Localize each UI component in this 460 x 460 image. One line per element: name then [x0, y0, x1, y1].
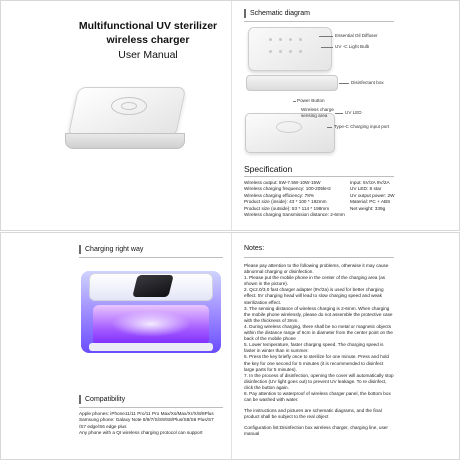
phone-on-charger: [132, 275, 173, 297]
notes-paragraph: Please pay attention to the following problems, otherwise it may cause abnormal charging or disinfection.: [244, 263, 389, 275]
spec-cell: Net weight: 339g: [350, 205, 386, 211]
notes-body: [244, 263, 394, 438]
page-fold-divider: [231, 233, 232, 459]
charging-coil-inner: [121, 102, 137, 110]
manual-page-instructions: [0, 232, 460, 460]
vent-dot: [269, 50, 272, 53]
callout-uv-led: UV LED: [345, 110, 362, 115]
heading-bar: [244, 9, 246, 18]
spec-row: [244, 212, 429, 218]
callout-disinfectant-box: Disinfectant box: [351, 80, 384, 85]
charging-ring: [276, 121, 302, 133]
spec-cell: Wireless charging frequency: 100-205kHz: [244, 186, 332, 192]
callout-line: [339, 83, 349, 84]
heading-bar: [79, 245, 81, 254]
compat-rule: [79, 407, 223, 408]
callout-line: [321, 47, 333, 48]
compat-line: Samsung phone: Galaxy Note 8/9/7/S/S9/S8/Plus/S8/S8 Plus/S7: [79, 417, 214, 423]
device-side-view: [246, 75, 338, 91]
callout-typec-port: Type-C Charging input port: [334, 124, 390, 129]
schematic-heading: [244, 9, 310, 18]
schematic-heading-text: Schematic diagram: [250, 10, 310, 17]
uv-glow: [111, 311, 191, 337]
schematic-rule: [244, 21, 394, 22]
spec-cell: Wireless charging transmission distance: 2-6mm: [244, 212, 345, 218]
compat-line: /S7 edge/S6 edge plus: [79, 423, 127, 429]
spec-cell: Input: 5V/2A 9V/2A: [350, 180, 390, 185]
notes-paragraph: 8. Pay attention to waterproof of wireless charger panel, the bottom box can be washed with water.: [244, 390, 391, 403]
charging-heading: [79, 245, 143, 254]
spec-rule: [244, 176, 394, 177]
callout-line: [335, 113, 343, 114]
spec-cell: Wireless charging efficiency: 78%: [244, 192, 314, 198]
product-base: [65, 133, 185, 149]
compat-line: Apple phones: iPhone11/11 Pro/11 Pro Max/Xs/Max/Xr/X/8/8Plus: [79, 411, 214, 416]
title-line-2: wireless charger: [106, 34, 190, 46]
notes-paragraph: 4. During wireless charging, there shall be no metal or magnetic objects within the distance range of 6cm in diameter from the center point on the back of the mobile phone: [244, 323, 393, 342]
compat-heading-text: Compatibility: [85, 396, 126, 403]
notes-paragraph: 7. In the process of disinfection, opening the cover will automatically stop disinfection (UV light goes out) to prevent UV leakage. To re disinfect, click the button again.: [244, 372, 394, 390]
spec-cell: Product size (outside): 53 * 114 * 198mm: [244, 205, 330, 211]
callout-power-button: Power Button: [297, 98, 325, 103]
charging-rule: [79, 257, 223, 258]
spec-table: [244, 180, 429, 218]
uv-base: [89, 343, 213, 351]
callout-uv-bulb: UV -C Light Bulb: [335, 44, 370, 49]
page-fold-divider: [231, 1, 232, 230]
heading-bar: [79, 395, 81, 404]
charging-heading-text: Charging right way: [85, 246, 144, 253]
notes-paragraph: The instructions and pictures are schematic diagrams, and the final product shall be subject to the real object: [244, 408, 382, 420]
callout-line: [293, 101, 296, 102]
device-iso-view: [245, 113, 335, 153]
vent-dot: [279, 38, 282, 41]
vent-dot: [299, 38, 302, 41]
notes-paragraph: 6. Press the key briefly once to sterilize for one minute. Press and hold the key for one second for 5 minutes (it is recommended to disinfect large parts for 5 minutes).: [244, 354, 389, 372]
spec-cell: UV output power: 2W: [350, 192, 395, 198]
title-line-3: User Manual: [118, 49, 178, 61]
callout-oil-diffuser: Essential Oil Diffuser: [335, 33, 378, 38]
callout-wireless-area: Wireless charge sensing area: [301, 107, 334, 118]
compat-list: [79, 411, 229, 437]
vent-dot: [289, 38, 292, 41]
callout-line: [327, 127, 332, 128]
vent-dot: [299, 50, 302, 53]
notes-paragraph: Configuration list:Disinfection box wireless charger, charging line, user manual: [244, 425, 388, 437]
notes-paragraph: 5. Lower temperature, faster charging speed. The charging speed is faster in winter than in summer.: [244, 342, 384, 354]
spec-cell: Wireless output: 5W-7.5W-10W-15W: [244, 180, 321, 185]
uv-product-photo: [81, 271, 221, 353]
vent-dot: [289, 50, 292, 53]
spec-cell: UV LED: 8 star: [350, 186, 382, 192]
compat-line: Any phone with a QI wireless charging protocol can support: [79, 430, 203, 436]
vent-dot: [279, 50, 282, 53]
product-illustration: [65, 87, 185, 153]
compat-heading: [79, 395, 125, 404]
title-line-1: Multifunctional UV sterilizer: [78, 20, 218, 32]
callout-line: [319, 36, 333, 37]
manual-title: [73, 19, 223, 61]
spec-heading: Specification: [244, 164, 293, 174]
spec-cell: Product size (inside): 43 * 100 * 192mm: [244, 199, 327, 205]
notes-paragraph: 2. Qc2.0/3.0 fast charger adapter (9V/2a) is used for better charging effect. 5V charging head will lead to slow charging speed and weak sterilization effect.: [244, 287, 384, 305]
notes-paragraph: 1. Please put the mobile phone in the center of the charging area (as shown in the picture).: [244, 275, 386, 287]
notes-paragraph: 3. The sensing distance of wireless charging is 2-6mm. When charging the mobile phone wirelessly, please do not assemble the protective case with the thickness of 3mm.: [244, 305, 393, 323]
device-top-view: [248, 27, 332, 71]
notes-rule: [244, 257, 394, 258]
vent-dot: [269, 38, 272, 41]
notes-heading: Notes:: [244, 245, 265, 252]
spec-cell: Material: PC + ABS: [350, 199, 391, 205]
